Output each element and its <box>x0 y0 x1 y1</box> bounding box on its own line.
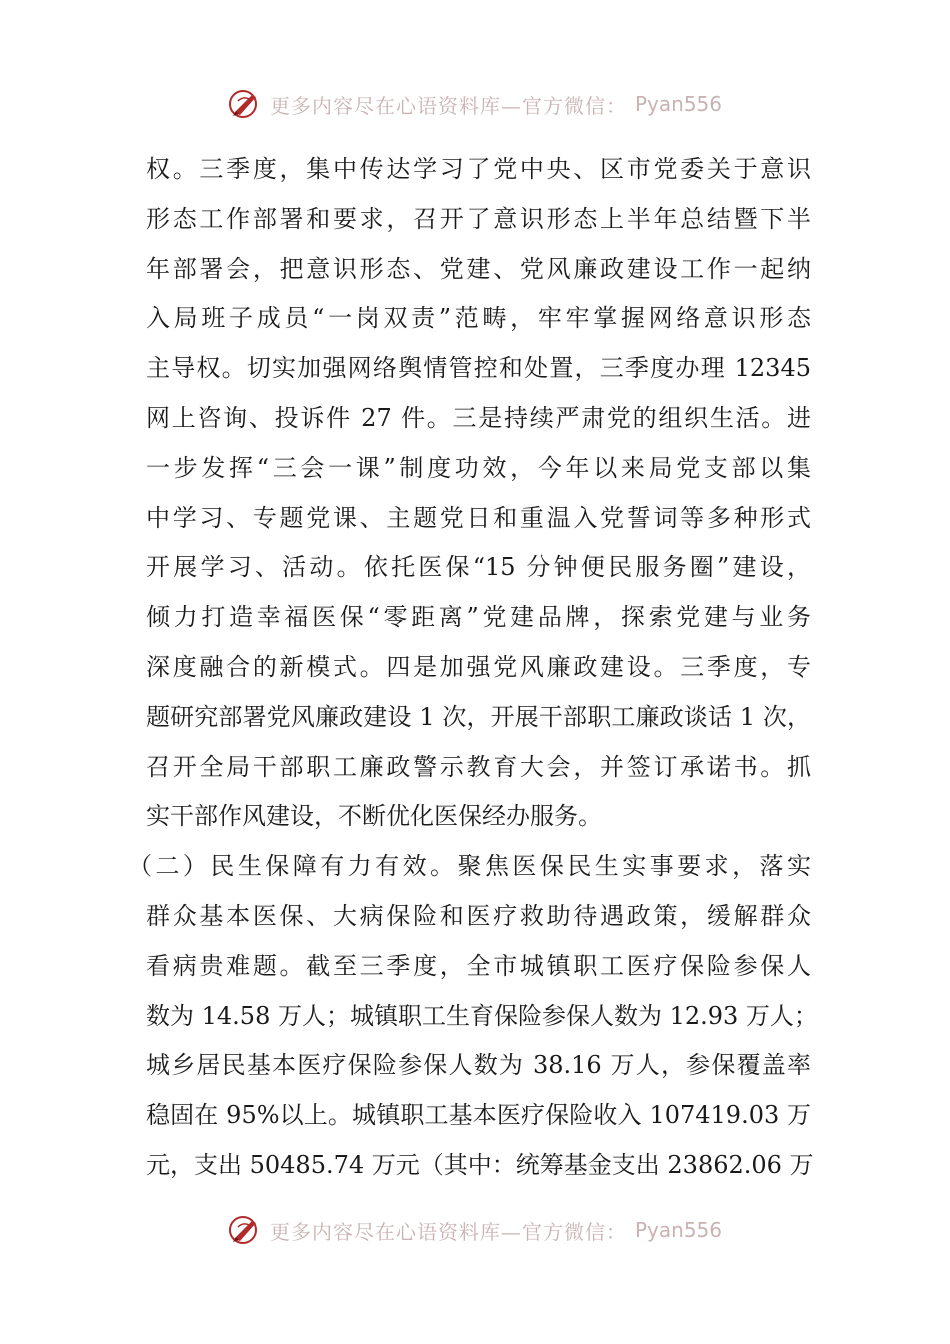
body-line: 城乡居民基本医疗保险参保人数为 38.16 万人，参保覆盖率 <box>146 1051 811 1080</box>
watermark-text: 更多内容尽在心语资料库—官方微信： <box>269 1219 627 1244</box>
body-line: 看病贵难题。截至三季度，全市城镇职工医疗保险参保人 <box>146 951 811 980</box>
body-line: 实干部作风建设，不断优化医保经办服务。 <box>146 802 602 831</box>
body-line: 数为 14.58 万人；城镇职工生育保险参保人数为 12.93 万人； <box>146 1001 818 1030</box>
body-line: 主导权。切实加强网络舆情管控和处置，三季度办理 12345 <box>146 354 811 383</box>
body-line: 倾力打造幸福医保“零距离”党建品牌，探索党建与业务 <box>146 603 811 632</box>
pen-logo-icon <box>228 87 262 121</box>
body-line: 开展学习、活动。依托医保“15 分钟便民服务圈”建设， <box>146 553 811 582</box>
body-line: 深度融合的新模式。四是加强党风廉政建设。三季度，专 <box>146 652 811 681</box>
body-line: 稳固在 95%以上。城镇职工基本医疗保险收入 107419.03 万 <box>146 1101 811 1130</box>
footer-watermark <box>0 1210 950 1250</box>
body-line: 元，支出 50485.74 万元（其中：统筹基金支出 23862.06 万 <box>146 1150 814 1179</box>
body-line: 形态工作部署和要求，召开了意识形态上半年总结暨下半 <box>146 204 811 233</box>
body-line: 网上咨询、投诉件 27 件。三是持续严肃党的组织生活。进 <box>146 403 811 432</box>
body-line: 召开全局干部职工廉政警示教育大会，并签订承诺书。抓 <box>146 752 811 781</box>
body-line: 群众基本医保、大病保险和医疗救助待遇政策，缓解群众 <box>146 901 811 930</box>
body-line: 入局班子成员“一岗双责”范畴，牢牢掌握网络意识形态 <box>146 304 811 333</box>
watermark-text: 更多内容尽在心语资料库—官方微信： <box>269 93 627 118</box>
watermark-wechat-id: Pyan556 <box>634 1218 722 1242</box>
watermark-wechat-id: Pyan556 <box>634 92 722 116</box>
body-line: 题研究部署党风廉政建设 1 次，开展干部职工廉政谈话 1 次， <box>146 702 811 731</box>
body-line: 年部署会，把意识形态、党建、党风廉政建设工作一起纳 <box>146 254 811 283</box>
document-body <box>128 145 818 1191</box>
body-line: 一步发挥“三会一课”制度功效，今年以来局党支部以集 <box>146 453 811 482</box>
pen-logo-icon <box>228 1213 262 1247</box>
body-line: 中学习、专题党课、主题党日和重温入党誓词等多种形式 <box>146 503 811 532</box>
header-watermark <box>0 84 950 124</box>
body-line: 权。三季度，集中传达学习了党中央、区市党委关于意识 <box>146 155 811 183</box>
section-heading-line: （二）民生保障有力有效。聚焦医保民生实事要求，落实 <box>128 852 811 881</box>
